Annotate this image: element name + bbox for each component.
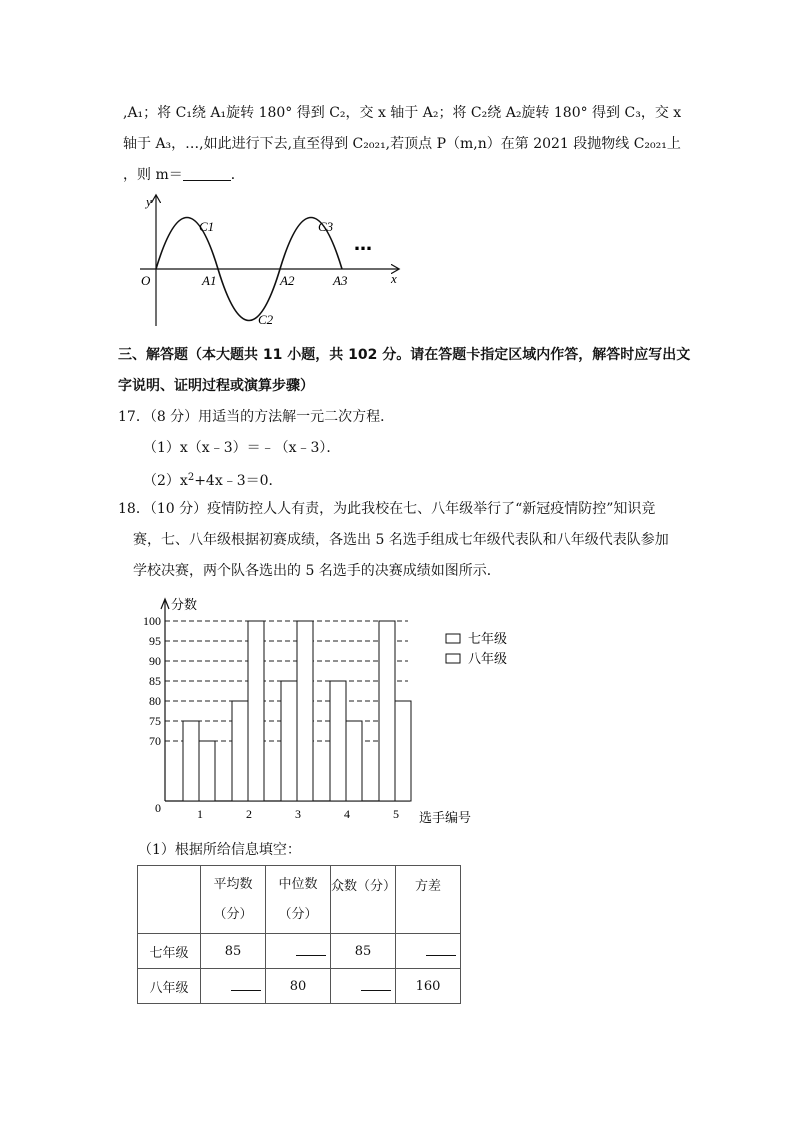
problem18-line2: 赛，七、八年级根据初赛成绩，各选出 5 名选手组成七年级代表队和八年级代表队参加 xyxy=(133,532,669,548)
table-header-mean-unit: （分） xyxy=(213,906,253,922)
curve-c1 xyxy=(156,218,218,270)
table-cell-blank xyxy=(396,934,461,969)
table-row-label: 七年级 xyxy=(138,934,201,969)
answer-blank xyxy=(296,943,326,956)
y-tick-label: 100 xyxy=(143,614,161,628)
problem18-line1: 18．（10 分）疫情防控人人有责，为此我校在七、八年级举行了“新冠疫情防控”知识竞 xyxy=(118,501,656,517)
problem17-part2-prefix: （2）x xyxy=(143,473,188,489)
x-axis-label: x xyxy=(391,271,397,286)
y-axis-label: y xyxy=(146,194,152,209)
table-header-corner xyxy=(138,866,201,934)
bar xyxy=(330,681,346,801)
point-label-a3: A3 xyxy=(333,273,348,288)
table-row xyxy=(138,969,461,1004)
bar xyxy=(281,681,297,801)
ellipsis: … xyxy=(354,234,372,255)
problem16-line2: 轴于 A₃，…,如此进行下去,直至得到 C₂₀₂₁,若顶点 P（m,n）在第 2021 段抛物线 C₂₀₂₁上 xyxy=(123,136,681,152)
table-cell: 160 xyxy=(396,969,461,1004)
chart-x-label: 选手编号 xyxy=(419,811,472,826)
x-tick-label: 1 xyxy=(197,807,203,821)
section3-heading-line2: 字说明、证明过程或演算步骤） xyxy=(118,378,314,394)
table-header-mean xyxy=(201,866,266,934)
origin-label: O xyxy=(141,273,151,288)
curve-label-c2: C2 xyxy=(258,312,274,327)
problem16-line3 xyxy=(123,165,245,185)
table-cell: 85 xyxy=(201,934,266,969)
table-header-median xyxy=(266,866,331,934)
answer-blank xyxy=(426,943,456,956)
problem18-part1: （1）根据所给信息填空： xyxy=(138,842,301,858)
problem16-line3-prefix: ，则 m＝ xyxy=(123,167,183,183)
answer-blank-m xyxy=(183,166,231,181)
bar xyxy=(346,721,362,801)
x-tick-label: 2 xyxy=(246,807,252,821)
y-tick-label: 70 xyxy=(149,734,161,748)
table-cell-blank xyxy=(266,934,331,969)
bar xyxy=(379,621,395,801)
stats-table xyxy=(137,865,461,1004)
table-row xyxy=(138,934,461,969)
legend-label: 八年级 xyxy=(468,652,508,667)
problem17-part2-exponent: 2 xyxy=(187,472,195,483)
bar xyxy=(232,701,248,801)
table-header-mode xyxy=(331,866,396,934)
bar xyxy=(183,721,199,801)
section3-heading-line1: 三、解答题（本大题共 11 小题，共 102 分。请在答题卡指定区域内作答，解答时应写出文 xyxy=(118,347,691,363)
point-label-a2: A2 xyxy=(280,273,295,288)
bar xyxy=(395,701,411,801)
bar xyxy=(248,621,264,801)
table-cell-blank xyxy=(201,969,266,1004)
curve-c2 xyxy=(218,269,280,321)
legend-swatch xyxy=(446,654,460,663)
y-tick-label: 85 xyxy=(149,674,161,688)
problem18-line3: 学校决赛，两个队各选出的 5 名选手的决赛成绩如图所示． xyxy=(133,563,501,579)
bar xyxy=(199,741,215,801)
chart-y-label: 分数 xyxy=(171,598,198,613)
table-header-median-label: 中位数 xyxy=(278,876,318,892)
table-header-mode-label: 众数（分） xyxy=(331,879,397,894)
y-tick-label: 75 xyxy=(149,714,161,728)
curve-c3 xyxy=(280,218,342,270)
chart-y-arrow-icon xyxy=(161,599,169,609)
y-tick-label: 0 xyxy=(155,801,161,815)
curve-label-c1: C1 xyxy=(199,219,215,234)
problem17-stem: 17．（8 分）用适当的方法解一元二次方程． xyxy=(118,409,395,425)
problem17-part2 xyxy=(143,468,283,491)
answer-blank xyxy=(361,978,391,991)
legend-label: 七年级 xyxy=(468,632,508,647)
table-cell-blank xyxy=(331,969,396,1004)
x-tick-label: 4 xyxy=(344,807,350,821)
y-tick-label: 95 xyxy=(149,634,161,648)
point-label-a1: A1 xyxy=(202,273,217,288)
y-tick-label: 90 xyxy=(149,654,161,668)
table-header-variance xyxy=(396,866,461,934)
table-header-median-unit: （分） xyxy=(278,906,318,922)
x-tick-label: 5 xyxy=(393,807,399,821)
problem16-line3-suffix: ． xyxy=(230,167,245,183)
table-cell: 85 xyxy=(331,934,396,969)
curve-label-c3: C3 xyxy=(318,219,334,234)
answer-blank xyxy=(231,978,261,991)
bar xyxy=(297,621,313,801)
y-tick-label: 80 xyxy=(149,694,161,708)
table-header-variance-label: 方差 xyxy=(414,879,441,894)
table-cell: 80 xyxy=(266,969,331,1004)
problem17-part2-suffix: +4x﹣3＝0． xyxy=(194,473,283,489)
problem17-part1: （1）x（x﹣3）＝﹣（x﹣3）． xyxy=(143,440,341,456)
table-header-mean-label: 平均数 xyxy=(213,876,253,892)
table-row-label: 八年级 xyxy=(138,969,201,1004)
legend-swatch xyxy=(446,634,460,643)
problem16-line1: ,A₁；将 C₁绕 A₁旋转 180° 得到 C₂，交 x 轴于 A₂；将 C₂绕 A₂旋转 180° 得到 C₃，交 x xyxy=(123,105,682,121)
x-tick-label: 3 xyxy=(295,807,301,821)
table-header-row xyxy=(138,866,461,934)
